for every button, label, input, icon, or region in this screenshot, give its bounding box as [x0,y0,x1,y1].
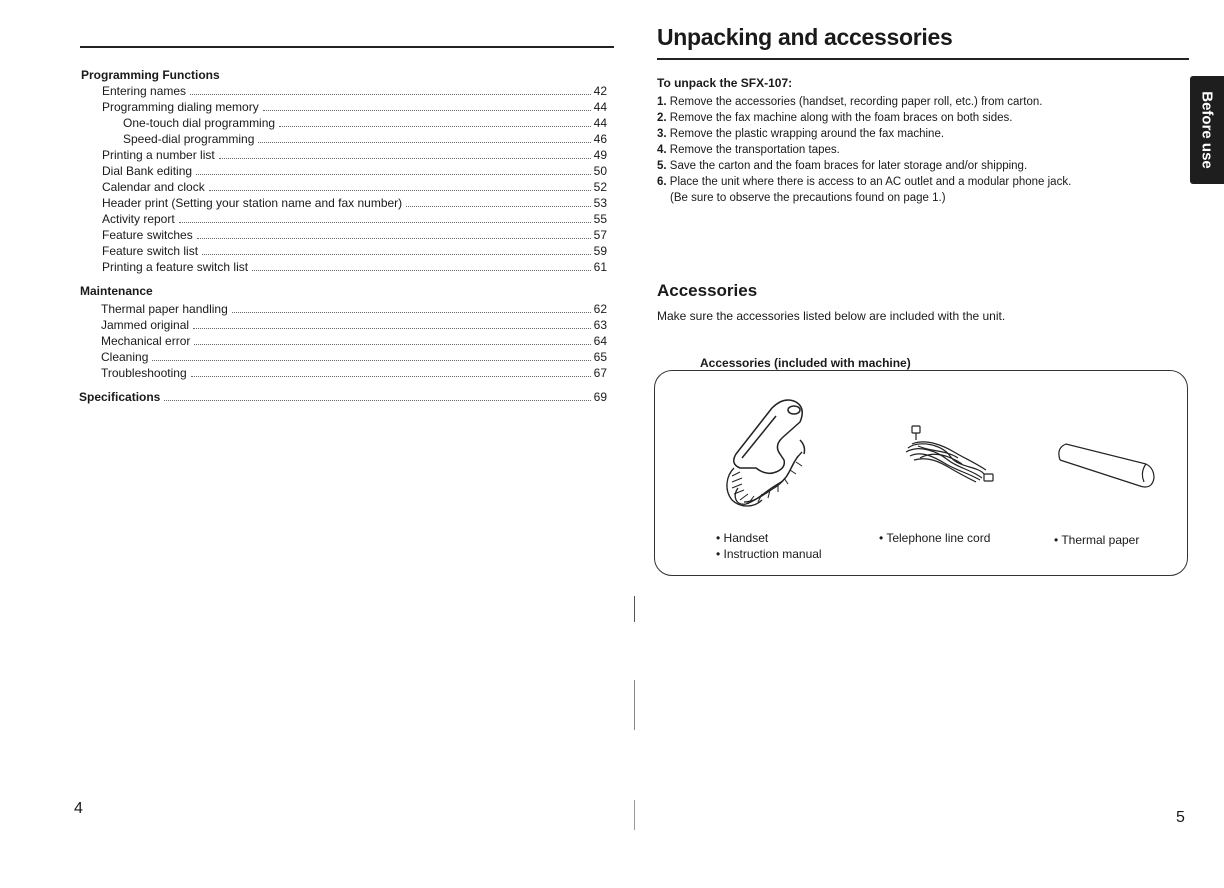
accessories-box-label: Accessories (included with machine) [694,356,917,370]
toc-entry[interactable]: Printing a feature switch list 61 [102,260,607,274]
toc-entry[interactable]: Entering names 42 [102,84,607,98]
toc-entry[interactable]: Troubleshooting 67 [101,366,607,380]
toc-entry[interactable]: One-touch dial programming 44 [123,116,607,130]
binding-divider [634,596,635,622]
caption-instruction-manual: • Instruction manual [716,547,822,561]
caption-handset: • Handset [716,531,769,545]
step-item: 6. Place the unit where there is access to an AC outlet and a modular phone jack. [657,176,1072,188]
telephone-cord-illustration [898,422,1002,490]
unpack-steps [657,94,1071,206]
top-rule [80,46,614,48]
handset-illustration [718,396,818,512]
caption-thermal-paper: • Thermal paper [1054,533,1140,547]
page-title: Unpacking and accessories [657,24,953,50]
toc-entry[interactable]: Header print (Setting your station name and fax number) 53 [102,196,607,210]
caption-telephone-cord: • Telephone line cord [879,531,991,545]
toc-entry[interactable]: Thermal paper handling 62 [101,302,607,316]
toc-entry[interactable]: Dial Bank editing 50 [102,164,607,178]
unpack-lead: To unpack the SFX-107: [657,76,793,90]
toc-entry[interactable]: Cleaning 65 [101,350,607,364]
accessories-intro: Make sure the accessories listed below are included with the unit. [657,309,1006,323]
toc-entry[interactable]: Mechanical error 64 [101,334,607,348]
step-note: (Be sure to observe the precautions found on page 1.) [670,192,946,204]
thermal-paper-illustration [1054,436,1162,492]
step-item: 4. Remove the transportation tapes. [657,144,840,156]
step-item: 3. Remove the plastic wrapping around the fax machine. [657,128,945,140]
toc-heading-programming: Programming Functions [81,68,220,82]
binding-divider [634,800,635,830]
binding-divider [634,680,635,730]
toc-entry[interactable]: Calendar and clock 52 [102,180,607,194]
accessories-heading: Accessories [657,281,758,300]
step-item: 5. Save the carton and the foam braces for later storage and/or shipping. [657,160,1028,172]
toc-entry[interactable]: Speed-dial programming 46 [123,132,607,146]
step-item: 2. Remove the fax machine along with the foam braces on both sides. [657,112,1013,124]
section-tab-label: Before use [1198,91,1216,169]
page-number-right: 5 [1176,809,1185,826]
toc-entry[interactable]: Activity report 55 [102,212,607,226]
section-tab[interactable] [1190,76,1224,184]
toc-entry[interactable]: Printing a number list 49 [102,148,607,162]
toc-entry[interactable]: Feature switches 57 [102,228,607,242]
step-item: 1. Remove the accessories (handset, recording paper roll, etc.) from carton. [657,96,1043,108]
title-rule [657,58,1189,60]
toc-heading-maintenance: Maintenance [80,284,153,298]
page-number-left: 4 [74,800,83,817]
toc-entry[interactable]: Jammed original 63 [101,318,607,332]
toc-entry[interactable]: Programming dialing memory 44 [102,100,607,114]
toc-entry-specifications[interactable]: Specifications 69 [79,390,607,404]
toc-entry[interactable]: Feature switch list 59 [102,244,607,258]
